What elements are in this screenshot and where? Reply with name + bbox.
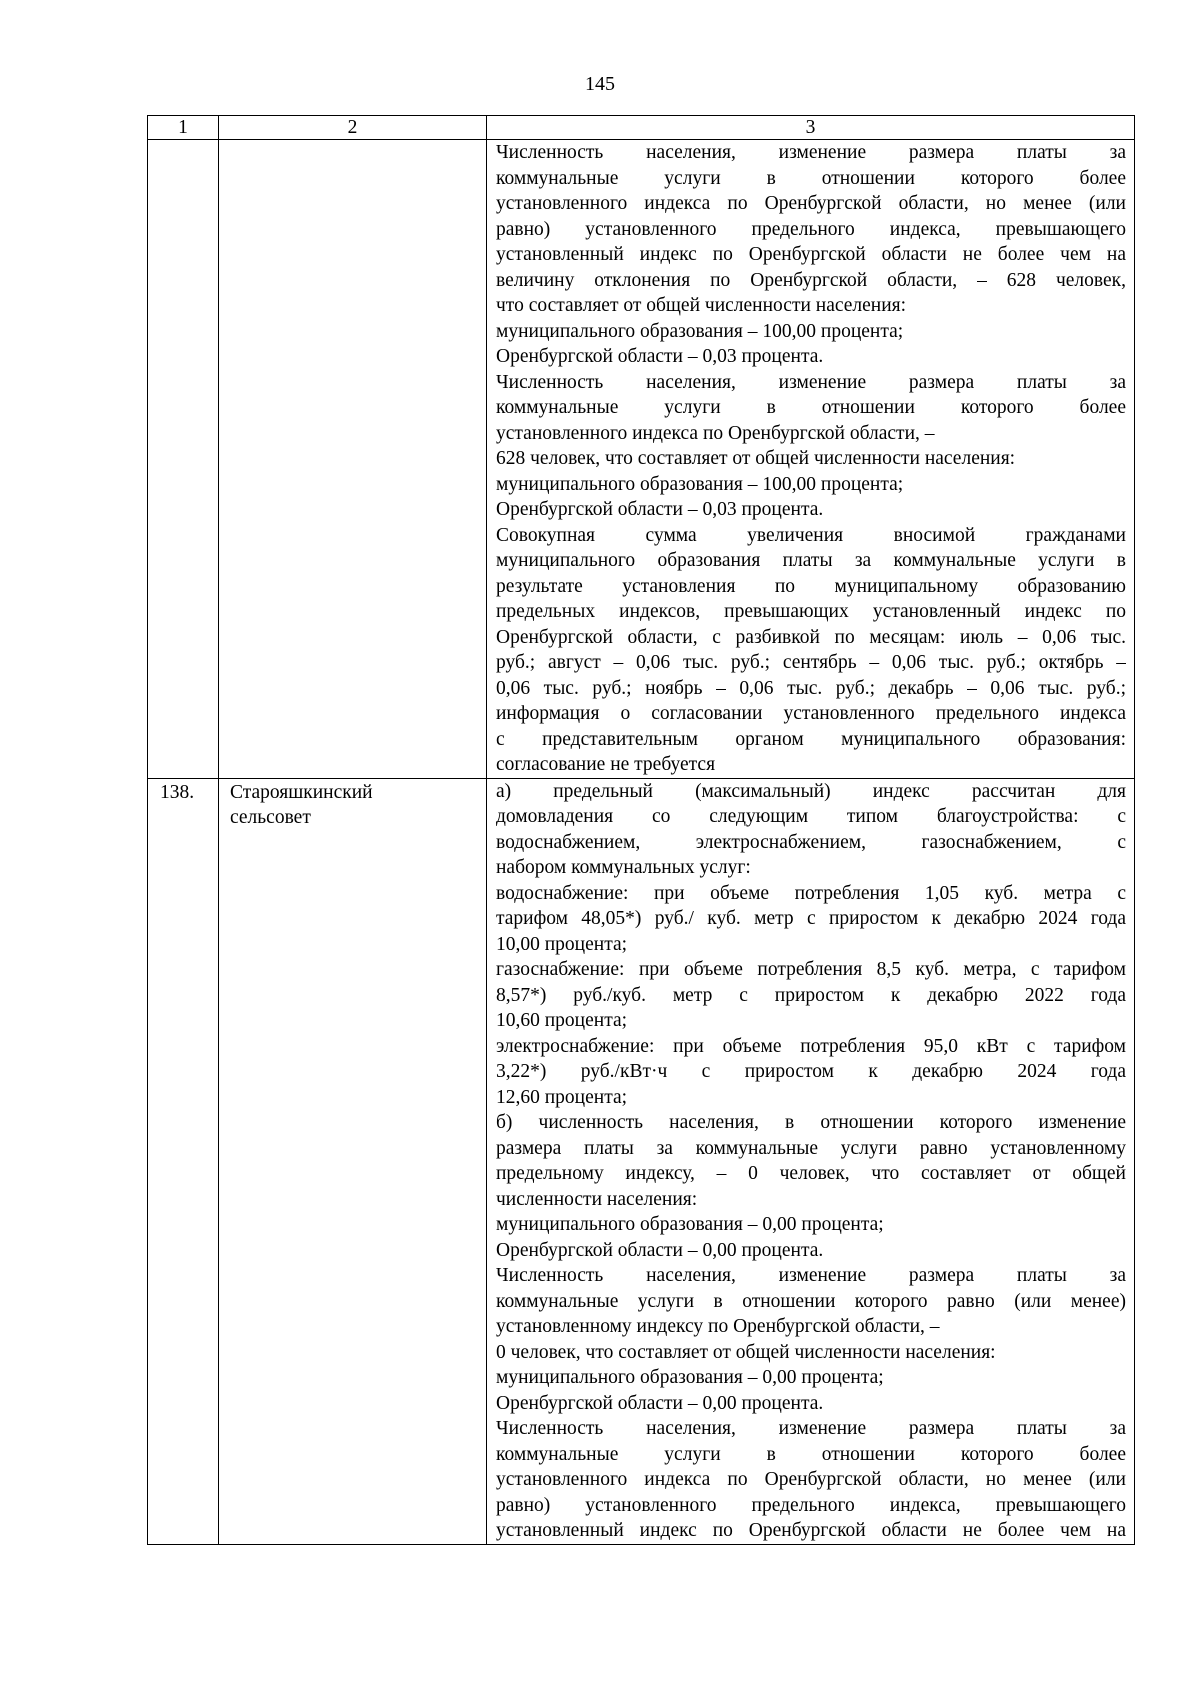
description-line: руб.; август – 0,06 тыс. руб.; сентябрь – 0,06 тыс. руб.; октябрь – xyxy=(496,652,1126,673)
description-line: установленного индекса по Оренбургской области, но менее (или xyxy=(496,1469,1126,1490)
description-line: установленному индексу по Оренбургской области, – xyxy=(496,1316,940,1337)
page-number: 145 xyxy=(585,73,615,95)
description-line: Численность населения, изменение размера платы за xyxy=(496,371,1126,393)
description-line: 8,57*) руб./куб. метр с приростом к декабрю 2022 года xyxy=(496,984,1126,1006)
description-line: с представительным органом муниципального образования: xyxy=(496,728,1126,750)
description-line: электроснабжение: при объеме потребления 95,0 кВт с тарифом xyxy=(496,1035,1126,1057)
description-line: Численность населения, изменение размера платы за xyxy=(496,1265,1126,1286)
description-line: коммунальные услуги в отношении которого более xyxy=(496,167,1126,189)
table-header-row xyxy=(148,116,1135,140)
table-row xyxy=(148,778,1135,1544)
description-line: Оренбургской области, с разбивкой по месяцам: июль – 0,06 тыс. xyxy=(496,626,1126,648)
document-table xyxy=(147,115,1135,1545)
description-line: муниципального образования – 100,00 процента; xyxy=(496,473,904,495)
description-line: муниципального образования – 0,00 процента; xyxy=(496,1367,884,1388)
description-line: равно) установленного предельного индекса, превышающего xyxy=(496,1494,1126,1516)
description-line: 3,22*) руб./кВт·ч с приростом к декабрю 2024 года xyxy=(496,1061,1126,1082)
description-line: коммунальные услуги в отношении которого равно (или менее) xyxy=(496,1290,1126,1312)
description-line: б) численность населения, в отношении которого изменение xyxy=(496,1112,1126,1133)
description-line: предельных индексов, превышающих установленный индекс по xyxy=(496,601,1126,622)
description-line: Численность населения, изменение размера платы за xyxy=(496,1418,1126,1439)
description-line: домовладения со следующим типом благоустройства: с xyxy=(496,806,1126,827)
column-header-1: 1 xyxy=(148,116,219,140)
description-line: муниципального образования – 100,00 процента; xyxy=(496,320,904,342)
description-line: тарифом 48,05*) руб./ куб. метр с приростом к декабрю 2024 года xyxy=(496,908,1126,929)
row-number-cell: 138. xyxy=(148,778,219,1544)
description-line: Численность населения, изменение размера платы за xyxy=(496,142,1126,163)
description-line: Оренбургской области – 0,03 процента. xyxy=(496,346,824,367)
municipality-name-cell xyxy=(219,140,487,779)
description-line: установленный индекс по Оренбургской области не более чем на xyxy=(496,1520,1126,1541)
description-line: коммунальные услуги в отношении которого более xyxy=(496,397,1126,418)
description-line: Оренбургской области – 0,03 процента. xyxy=(496,499,824,520)
description-line: установленного индекса по Оренбургской области, – xyxy=(496,422,935,444)
description-line: 10,00 процента; xyxy=(496,933,628,955)
row-number-cell xyxy=(148,140,219,779)
description-line: Оренбургской области – 0,00 процента. xyxy=(496,1392,824,1414)
description-line: 0 человек, что составляет от общей численности населения: xyxy=(496,1341,996,1363)
description-line: Оренбургской области – 0,00 процента. xyxy=(496,1239,824,1261)
description-line: муниципального образования платы за коммунальные услуги в xyxy=(496,550,1126,571)
description-line: размера платы за коммунальные услуги равно установленному xyxy=(496,1137,1126,1159)
description-line: величину отклонения по Оренбургской области, – 628 человек, xyxy=(496,269,1126,291)
description-line: информация о согласовании установленного предельного индекса xyxy=(496,703,1126,724)
table-row xyxy=(148,140,1135,779)
description-line: 12,60 процента; xyxy=(496,1086,628,1108)
description-line: результате установления по муниципальному образованию xyxy=(496,575,1126,597)
municipality-name-line: сельсовет xyxy=(230,807,311,828)
description-line: коммунальные услуги в отношении которого более xyxy=(496,1443,1126,1465)
description-line: предельному индексу, – 0 человек, что составляет от общей xyxy=(496,1163,1126,1184)
description-line: численности населения: xyxy=(496,1188,698,1210)
description-line: а) предельный (максимальный) индекс рассчитан для xyxy=(496,780,1126,802)
description-line: 0,06 тыс. руб.; ноябрь – 0,06 тыс. руб.; декабрь – 0,06 тыс. руб.; xyxy=(496,677,1126,699)
description-line: 10,60 процента; xyxy=(496,1010,628,1031)
description-line: согласование не требуется xyxy=(496,754,716,775)
description-line: 628 человек, что составляет от общей численности населения: xyxy=(496,448,1016,469)
description-line: что составляет от общей численности населения: xyxy=(496,295,907,316)
description-line: равно) установленного предельного индекса, превышающего xyxy=(496,218,1126,240)
description-line: установленный индекс по Оренбургской области не более чем на xyxy=(496,244,1126,265)
municipality-name-cell xyxy=(219,778,487,1544)
column-header-3: 3 xyxy=(487,116,1135,140)
description-cell xyxy=(487,140,1135,779)
description-cell xyxy=(487,778,1135,1544)
column-header-2: 2 xyxy=(219,116,487,140)
description-line: муниципального образования – 0,00 процента; xyxy=(496,1214,884,1235)
description-line: водоснабжение: при объеме потребления 1,05 куб. метра с xyxy=(496,882,1126,904)
description-line: набором коммунальных услуг: xyxy=(496,857,751,878)
description-line: газоснабжение: при объеме потребления 8,5 куб. метра, с тарифом xyxy=(496,959,1126,980)
description-line: установленного индекса по Оренбургской области, но менее (или xyxy=(496,193,1126,214)
description-line: водоснабжением, электроснабжением, газоснабжением, с xyxy=(496,831,1126,853)
municipality-name-line: Старояшкинский xyxy=(230,781,373,803)
description-line: Совокупная сумма увеличения вносимой гражданами xyxy=(496,524,1126,546)
